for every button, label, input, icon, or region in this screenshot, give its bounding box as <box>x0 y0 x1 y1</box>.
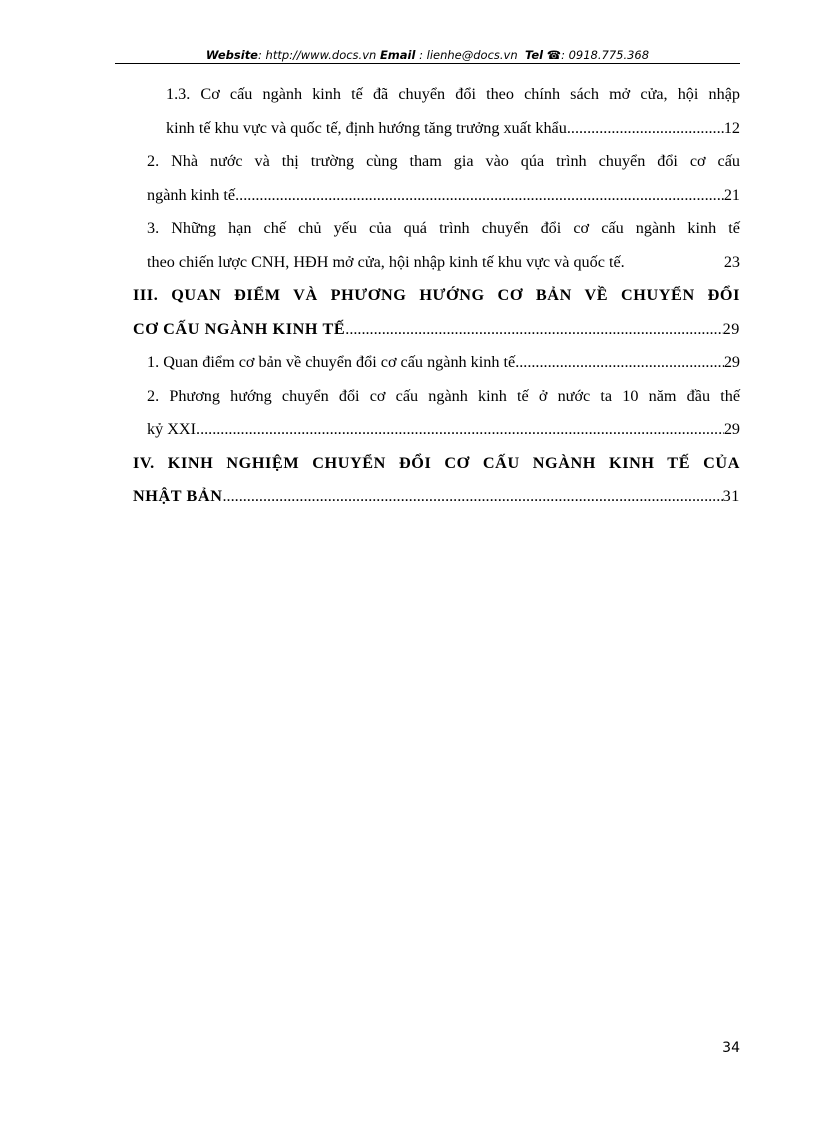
toc-entry-3[interactable] <box>133 212 740 279</box>
website-label: Website <box>205 48 258 62</box>
toc-entry-text: 2. Nhà nước và thị trường cùng tham gia vào qúa trình chuyển đổi cơ cấu <box>147 152 740 170</box>
phone-icon: ☎ <box>546 48 562 62</box>
toc-page-number: 29 <box>722 319 740 338</box>
website-value: : http://www.docs.vn <box>258 48 377 62</box>
toc-page-number: 12 <box>723 118 740 137</box>
toc-entry-text: kinh tế khu vực và quốc tế, định hướng tăng trưởng xuất khẩu <box>166 118 567 137</box>
toc-entry-text: 3. Những hạn chế chủ yếu của quá trình chuyển đổi cơ cấu ngành kinh tế <box>147 219 740 237</box>
toc-entry-1-3[interactable] <box>133 78 740 145</box>
dot-leader <box>345 313 722 347</box>
toc-section-iv[interactable] <box>133 447 740 514</box>
toc-entry-text: 1. Quan điểm cơ bản về chuyển đổi cơ cấu ngành kinh tế <box>147 353 516 371</box>
toc-page-number: 29 <box>723 420 740 438</box>
page-number: 34 <box>722 1040 740 1056</box>
toc-entry-iii-1[interactable] <box>133 346 740 380</box>
dot-leader <box>239 179 724 213</box>
toc-entry-iii-2[interactable] <box>133 380 740 447</box>
toc-entry-text: theo chiến lược CNH, HĐH mở cửa, hội nhập kinh tế khu vực và quốc tế. <box>147 252 625 271</box>
toc-page-number: 29 <box>723 353 740 371</box>
tel-label: Tel <box>524 48 544 62</box>
toc-entry-text: 1.3. Cơ cấu ngành kinh tế đã chuyển đổi theo chính sách mở cửa, hội nhập <box>166 85 740 103</box>
dot-leader <box>196 413 724 447</box>
toc-section-title: CƠ CẤU NGÀNH KINH TẾ <box>133 319 346 338</box>
header-divider <box>115 63 740 64</box>
toc-entry-text: 2. Phương hướng chuyển đổi cơ cấu ngành kinh tế ở nước ta 10 năm đầu thế <box>147 386 740 405</box>
toc-section-title: IV. KINH NGHIỆM CHUYỂN ĐỔI CƠ CẤU NGÀNH KINH TẾ CỦA <box>133 453 740 472</box>
toc-entry-2[interactable] <box>133 145 740 212</box>
toc-entry-text: kỷ XXI <box>147 420 197 438</box>
toc-section-title: III. QUAN ĐIỂM VÀ PHƯƠNG HƯỚNG CƠ BẢN VỀ CHUYỂN ĐỔI <box>133 286 740 304</box>
dot-leader <box>567 112 724 146</box>
toc-section-title: NHẬT BẢN <box>133 487 223 505</box>
toc-page-number: 23 <box>723 252 740 271</box>
email-value: : lienhe@docs.vn <box>419 48 518 62</box>
page-header <box>115 46 740 64</box>
toc-page-number: 31 <box>722 487 740 505</box>
tel-value: : 0918.775.368 <box>561 48 650 62</box>
toc-entry-text: ngành kinh tế. <box>147 185 240 204</box>
table-of-contents <box>133 78 740 514</box>
dot-leader <box>515 346 724 380</box>
toc-section-iii[interactable] <box>133 279 740 346</box>
email-label: Email <box>379 48 416 62</box>
toc-page-number: 21 <box>723 185 740 204</box>
dot-leader <box>223 480 723 514</box>
